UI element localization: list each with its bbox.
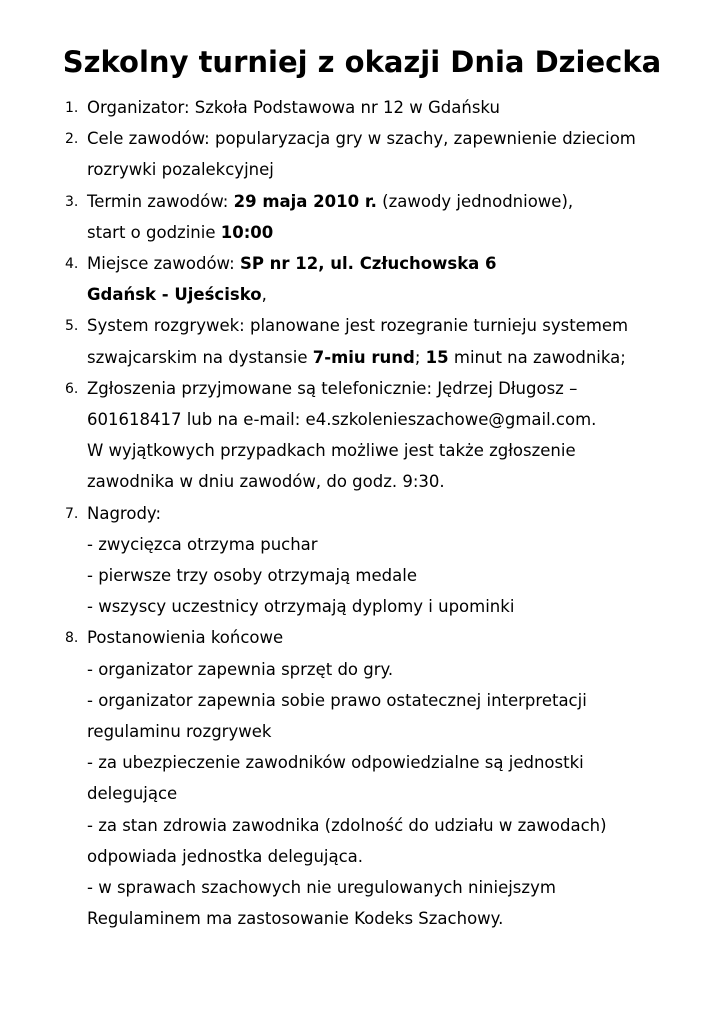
text-segment: - za ubezpieczenie zawodników odpowiedzialne są jednostki — [87, 753, 584, 773]
text-segment: odpowiada jednostka delegująca. — [87, 846, 364, 866]
item-line — [87, 404, 596, 435]
text-segment: , — [261, 285, 267, 305]
item-line — [87, 123, 636, 154]
item-number: 4. — [65, 256, 79, 272]
text-segment: Postanowienia końcowe — [87, 628, 284, 648]
item-number: 6. — [65, 380, 79, 397]
text-segment: regulaminu rozgrywek — [87, 721, 272, 741]
item-line — [87, 186, 573, 217]
item-line — [87, 841, 363, 872]
text-segment: rozrywki pozalekcyjnej — [87, 160, 274, 180]
text-segment: start o godzinie — [87, 222, 221, 242]
text-segment: ; — [414, 347, 426, 367]
document-title: Szkolny turniej z okazji Dnia Dziecka — [62, 45, 662, 79]
text-segment: delegujące — [87, 784, 178, 804]
item-line — [87, 373, 577, 404]
item-line — [87, 279, 267, 310]
text-segment: - w sprawach szachowych nie uregulowanych niniejszym — [87, 877, 556, 897]
item-line — [87, 810, 607, 841]
item-line — [87, 310, 628, 341]
event-date: 29 maja 2010 r. — [233, 191, 377, 211]
text-segment: - zwycięzca otrzyma puchar — [87, 534, 318, 554]
item-line — [87, 435, 576, 466]
start-time: 10:00 — [220, 222, 274, 242]
item-number: 2. — [65, 131, 79, 148]
text-segment: W wyjątkowych przypadkach możliwe jest także zgłoszenie — [87, 441, 576, 461]
item-line — [87, 217, 273, 248]
rounds-count: 7-miu rund — [312, 347, 415, 367]
item-line — [87, 872, 556, 903]
venue-address: SP nr 12, ul. Człuchowska 6 — [239, 254, 497, 273]
text-segment: Organizator: Szkoła Podstawowa nr 12 w Gdańsku — [87, 98, 500, 117]
item-line — [87, 342, 626, 373]
item-line — [87, 248, 497, 279]
item-line — [87, 466, 445, 497]
item-line — [87, 529, 318, 560]
text-segment: - pierwsze trzy osoby otrzymają medale — [87, 565, 417, 585]
text-segment: szwajcarskim na dystansie — [87, 347, 313, 367]
text-segment: - organizator zapewnia sprzęt do gry. — [87, 659, 394, 679]
item-line — [87, 903, 503, 934]
venue-city: Gdańsk - Ujeścisko — [87, 285, 262, 305]
item-line — [87, 560, 417, 591]
text-segment: Termin zawodów: — [87, 191, 234, 211]
item-number: 1. — [65, 100, 79, 116]
item-line — [87, 498, 161, 529]
item-line — [87, 747, 584, 778]
text-segment: - za stan zdrowia zawodnika (zdolność do udziału w zawodach) — [87, 815, 607, 835]
text-segment: Cele zawodów: popularyzacja gry w szachy, zapewnienie dzieciom — [87, 129, 636, 149]
text-segment: - organizator zapewnia sobie prawo ostatecznej interpretacji — [87, 690, 587, 710]
text-segment: System rozgrywek: planowane jest rozegranie turnieju systemem — [87, 316, 629, 336]
contact-line: 601618417 lub na e-mail: e4.szkolenieszachowe@gmail.com. — [87, 409, 597, 429]
text-segment: (zawody jednodniowe), — [376, 191, 574, 211]
item-line — [87, 154, 274, 185]
item-line — [87, 92, 500, 123]
text-segment: Nagrody: — [87, 503, 162, 523]
item-line — [87, 654, 393, 685]
text-segment: - wszyscy uczestnicy otrzymają dyplomy i upominki — [87, 597, 515, 617]
item-line — [87, 622, 283, 653]
text-segment: zawodnika w dniu zawodów, do godz. 9:30. — [87, 472, 445, 492]
text-segment: Regulaminem ma zastosowanie Kodeks Szachowy. — [87, 909, 504, 929]
item-number: 5. — [65, 318, 79, 335]
minutes-per-player: 15 — [425, 347, 449, 367]
item-line — [87, 591, 514, 622]
text-segment: minut na zawodnika; — [448, 347, 626, 367]
item-line — [87, 685, 587, 716]
item-number: 3. — [65, 193, 79, 210]
item-line — [87, 716, 271, 747]
text-segment: Zgłoszenia przyjmowane są telefonicznie: Jędrzej Długosz – — [87, 378, 578, 398]
item-number: 8. — [65, 630, 79, 647]
item-line — [87, 778, 177, 809]
item-number: 7. — [65, 505, 79, 522]
text-segment: Miejsce zawodów: — [87, 254, 240, 273]
